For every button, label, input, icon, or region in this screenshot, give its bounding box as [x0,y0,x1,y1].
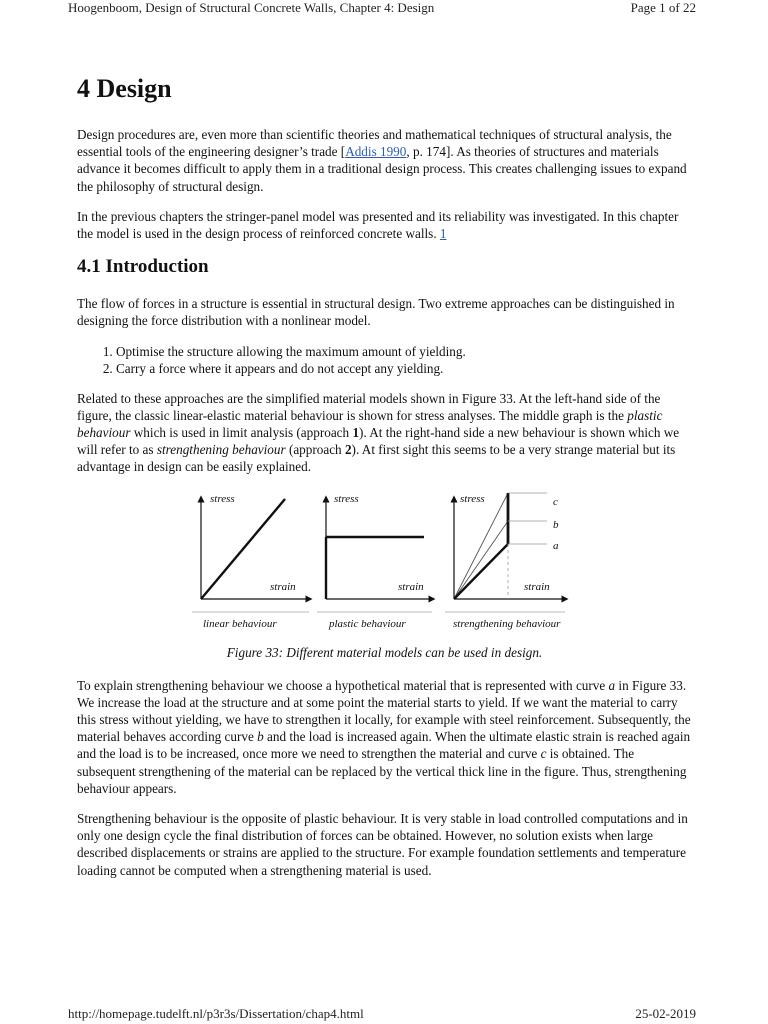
source-url[interactable]: http://homepage.tudelft.nl/p3r3s/Dissertation/chap4.html [68,1006,364,1021]
text-run: (approach [285,442,345,458]
section-paragraph-2 [77,390,692,476]
stress-label: stress [210,492,235,505]
text-run: Design procedures are, even more than scientific theories and mathematical techniques of structural analysis, the essential tools of the engineering designer’s trade [ [77,127,672,160]
text-run: ). At the right-hand side a new behaviour is shown which we will refer to as [77,425,680,458]
curve-ref: c [540,746,547,762]
graph-linear [192,493,309,630]
intro-paragraph-2 [77,208,692,242]
print-date: 25-02-2019 [635,1006,696,1021]
text-run: In the previous chapters the stringer-panel model was presented and its reliability was investigated. In this chapter the model is used in the design process of reinforced concrete walls. [77,208,679,242]
text-run: and the load is increased again. When the ultimate elastic strain is reached again and the load is to be increased, once more we need to strengthen the material and curve [77,729,691,762]
chapter-title: 4 Design [77,74,172,103]
graph-label: linear behaviour [203,617,277,630]
figure-caption: Figure 33: Different material models can be used in design. [226,644,543,660]
list-item: 2. Carry a force where it appears and do not accept any yielding. [116,360,692,377]
text-run: is obtained. The subsequent strengthening of the material can be replaced by the vertical thick line in the figure. Thus, strengthening behaviour appears. [77,746,687,796]
list-item: 1. Optimise the structure allowing the maximum amount of yielding. [116,343,692,360]
header-title: Hoogenboom, Design of Structural Concrete Walls, Chapter 4: Design [68,0,435,15]
intro-paragraph-1 [77,126,692,195]
approach-number: 2 [344,442,352,458]
curve-c-elastic [454,493,508,599]
strain-label: strain [524,580,550,593]
text-run: , p. 174]. As theories of structures and materials advance it becomes difficult to apply them in a traditional design process. This creates challenging issues to expand the philosophy of structural design. [77,144,687,194]
text-run: in Figure 33. We increase the load at the structure and at some point the material starts to yield. If we want the material to carry this stress without yielding, we have to strengthen it locally, for example with steel reinforcement. Subsequently, the material behaves according curve [77,677,691,745]
strain-label: strain [270,580,296,593]
page-header [0,0,768,18]
text-run: To explain strengthening behaviour we choose a hypothetical material that is represented with curve [77,677,609,693]
stress-label: stress [460,492,485,505]
curve-a-label: a [553,539,559,552]
section-title: 4.1 Introduction [77,256,209,278]
body-paragraph-3 [77,677,692,797]
approach-number: 1 [352,425,360,441]
citation-link-addis[interactable]: Addis 1990 [345,144,407,160]
curve-b-elastic [454,521,508,599]
footnote-link-1[interactable]: 1 [439,226,447,242]
graph-label: plastic behaviour [329,617,406,630]
curve-c-label: c [553,495,558,508]
page-number: Page 1 of 22 [630,0,696,15]
material-models-diagram [77,489,692,639]
body-paragraph-4: Strengthening behaviour is the opposite of plastic behaviour. It is very stable in load controlled computations and in only one design cycle the final distribution of forces can be obtained. However, no solution exists when large described displacements or strains are applied to the structure. For example foundation settlements and temperature loading cannot be computed when a strengthening material is used. [77,811,688,878]
figure-33 [77,489,692,639]
graph-strengthening [445,493,565,630]
graph-label: strengthening behaviour [453,617,561,630]
text-run: ). At first sight this seems to be a very strange material but its advantage in design can be easily explained. [77,442,676,475]
graph-plastic [317,493,432,630]
text-run: Related to these approaches are the simplified material models shown in Figure 33. At the left-hand side of the figure, the classic linear-elastic material behaviour is shown for stress analyses. The middle graph is the [77,390,661,423]
curve-ref: a [608,677,616,693]
term-strengthening-behaviour: strengthening behaviour [156,442,286,458]
term-plastic-behaviour: plastic behaviour [77,407,663,441]
document-content [77,72,692,892]
strain-label: strain [398,580,424,593]
page-footer [0,1004,768,1024]
stress-label: stress [334,492,359,505]
curve-b-label: b [553,518,559,531]
approach-list [77,343,692,377]
curve-a-elastic [454,544,508,599]
section-paragraph-1: The flow of forces in a structure is essential in structural design. Two extreme approaches can be distinguished in designing the force distribution with a nonlinear model. [77,296,675,329]
curve-ref: b [257,729,264,745]
text-run: which is used in limit analysis (approach [130,425,353,441]
